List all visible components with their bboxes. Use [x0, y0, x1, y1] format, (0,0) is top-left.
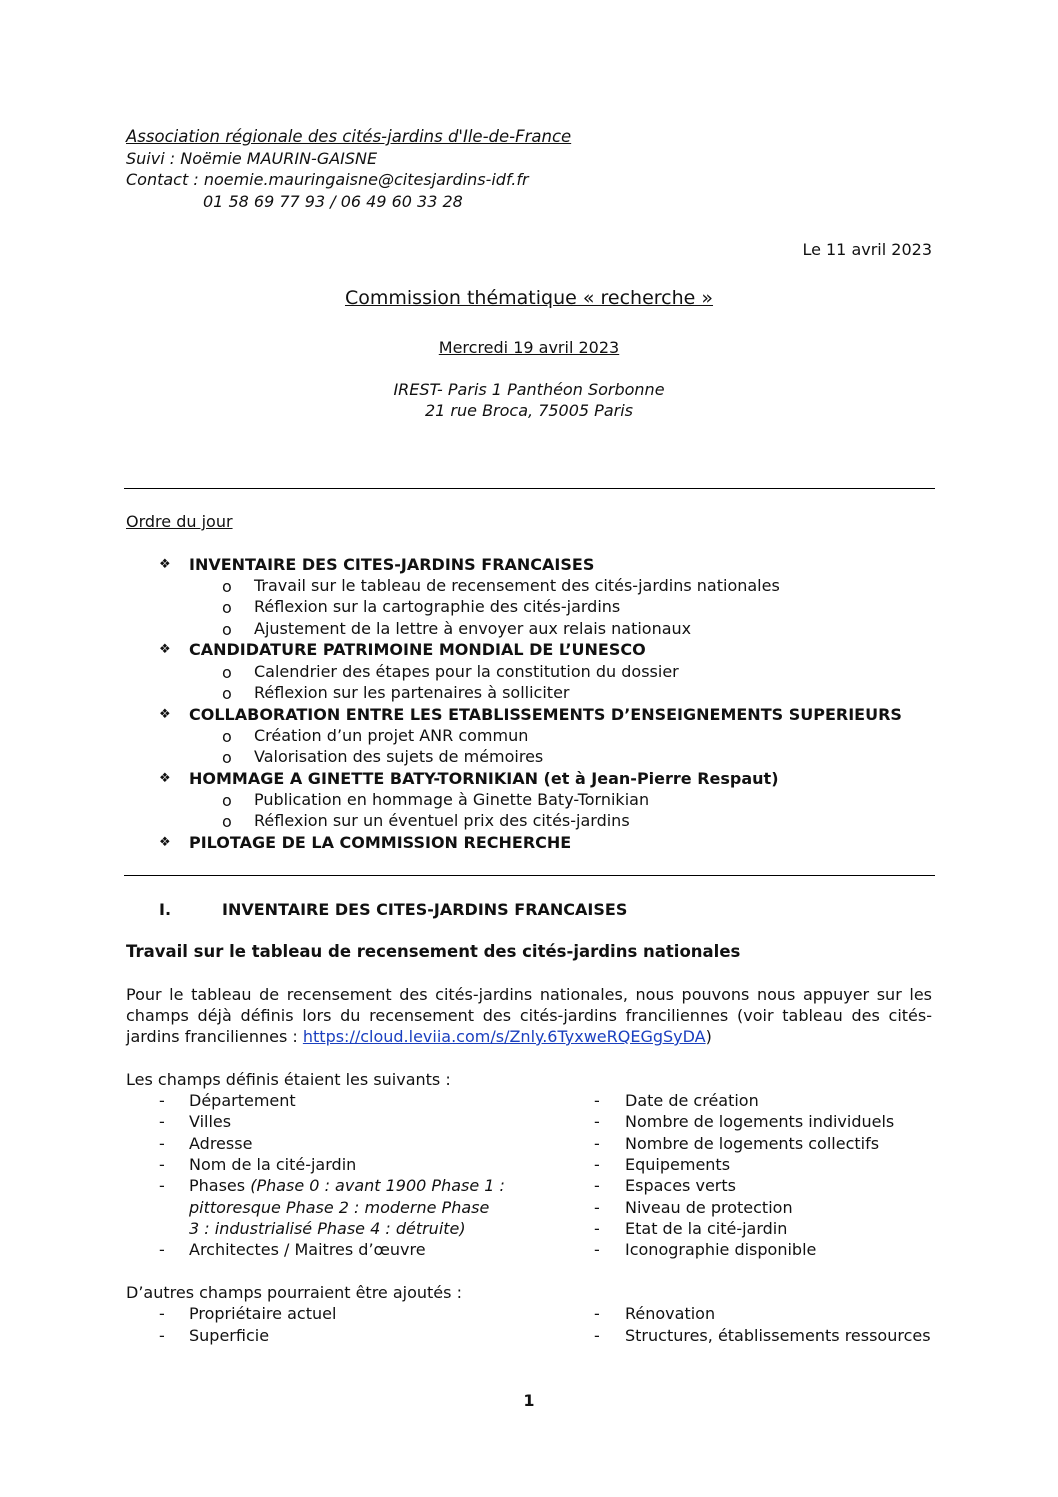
dash: - — [159, 1134, 165, 1153]
venue-line-1: IREST- Paris 1 Panthéon Sorbonne — [393, 380, 665, 399]
section-subtitle: Travail sur le tableau de recensement des cités-jardins nationales — [126, 942, 741, 961]
contact-line: Contact : noemie.mauringaisne@citesjardins-idf.fr — [126, 170, 529, 189]
agenda-bullet: ❖ — [159, 557, 171, 572]
phone-line: 01 58 69 77 93 / 06 49 60 33 28 — [203, 192, 463, 211]
sub-bullet: o — [222, 684, 232, 703]
agenda-bullet: ❖ — [159, 835, 171, 850]
dash: - — [594, 1240, 600, 1259]
sub-bullet: o — [222, 727, 232, 746]
section-paragraph — [126, 984, 932, 1047]
agenda-subitem: Ajustement de la lettre à envoyer aux relais nationaux — [254, 619, 692, 638]
dash: - — [594, 1304, 600, 1323]
agenda-item: INVENTAIRE DES CITES-JARDINS FRANCAISES — [189, 555, 595, 574]
dash: - — [594, 1091, 600, 1110]
agenda-item: HOMMAGE A GINETTE BATY-TORNIKIAN (et à Jean-Pierre Respaut) — [189, 769, 779, 788]
field-item: Architectes / Maitres d’œuvre — [189, 1240, 426, 1259]
sub-bullet: o — [222, 577, 232, 596]
field-item: Superficie — [189, 1326, 270, 1345]
fields-intro: Les champs définis étaient les suivants : — [126, 1070, 451, 1089]
divider-top — [124, 488, 935, 489]
dash: - — [594, 1134, 600, 1153]
agenda-subitem: Valorisation des sujets de mémoires — [254, 747, 544, 766]
phases-detail: (Phase 0 : avant 1900 Phase 1 : — [250, 1176, 505, 1195]
agenda-subitem: Calendrier des étapes pour la constitution du dossier — [254, 662, 679, 681]
field-item: Nombre de logements collectifs — [625, 1134, 880, 1153]
sub-bullet: o — [222, 598, 232, 617]
other-fields-intro: D’autres champs pourraient être ajoutés : — [126, 1283, 462, 1302]
agenda-subitem: Réflexion sur la cartographie des cités-jardins — [254, 597, 621, 616]
dash: - — [594, 1219, 600, 1238]
field-item-phases — [189, 1175, 505, 1196]
field-item: Nombre de logements individuels — [625, 1112, 895, 1131]
tableau-link[interactable]: https://cloud.leviia.com/s/Znly.6TyxweRQEGgSyDA — [302, 1027, 706, 1046]
agenda-bullet: ❖ — [159, 707, 171, 722]
field-item: Département — [189, 1091, 296, 1110]
dash: - — [159, 1326, 165, 1345]
agenda-subitem: Réflexion sur un éventuel prix des cités-jardins — [254, 811, 630, 830]
dash: - — [594, 1155, 600, 1174]
field-item: Niveau de protection — [625, 1198, 793, 1217]
agenda-bullet: ❖ — [159, 771, 171, 786]
agenda-subitem: Publication en hommage à Ginette Baty-Tornikian — [254, 790, 650, 809]
phases-detail-3: 3 : industrialisé Phase 4 : détruite) — [189, 1219, 466, 1238]
dash: - — [594, 1176, 600, 1195]
phases-label: Phases — [189, 1176, 246, 1195]
agenda-heading: Ordre du jour — [126, 512, 233, 531]
field-item: Adresse — [189, 1134, 253, 1153]
dash: - — [594, 1112, 600, 1131]
dash: - — [159, 1155, 165, 1174]
sub-bullet: o — [222, 812, 232, 831]
divider-bottom — [124, 875, 935, 876]
dash: - — [159, 1240, 165, 1259]
field-item: Date de création — [625, 1091, 759, 1110]
field-item: Nom de la cité-jardin — [189, 1155, 357, 1174]
field-item: Propriétaire actuel — [189, 1304, 337, 1323]
page-number: 1 — [523, 1391, 535, 1410]
field-item: Etat de la cité-jardin — [625, 1219, 788, 1238]
dash: - — [594, 1198, 600, 1217]
agenda-item: PILOTAGE DE LA COMMISSION RECHERCHE — [189, 833, 572, 852]
agenda-subitem: Création d’un projet ANR commun — [254, 726, 529, 745]
sub-bullet: o — [222, 748, 232, 767]
dash: - — [159, 1091, 165, 1110]
section-number: I. — [159, 900, 172, 919]
paragraph-end: ) — [705, 1027, 712, 1046]
document-title: Commission thématique « recherche » — [344, 287, 714, 309]
field-item: Iconographie disponible — [625, 1240, 817, 1259]
field-item: Espaces verts — [625, 1176, 736, 1195]
field-item: Structures, établissements ressources — [625, 1326, 931, 1345]
field-item: Villes — [189, 1112, 232, 1131]
paragraph-text: Pour le tableau de recensement des cités-jardins nationales, nous pouvons nous appuyer sur les champs déjà définis lors du recensement des cités-jardins franciliennes (voir tableau des cités-jardins franciliennes : — [126, 985, 932, 1046]
suivi-line: Suivi : Noëmie MAURIN-GAISNE — [126, 149, 378, 168]
phases-detail-2: pittoresque Phase 2 : moderne Phase — [189, 1198, 490, 1217]
association-name: Association régionale des cités-jardins d'Ile-de-France — [126, 127, 572, 146]
venue-line-2: 21 rue Broca, 75005 Paris — [424, 401, 633, 420]
section-title: INVENTAIRE DES CITES-JARDINS FRANCAISES — [222, 900, 628, 919]
dash: - — [159, 1112, 165, 1131]
field-item: Equipements — [625, 1155, 731, 1174]
dash: - — [594, 1326, 600, 1345]
agenda-bullet: ❖ — [159, 642, 171, 657]
field-item: Rénovation — [625, 1304, 716, 1323]
sub-bullet: o — [222, 663, 232, 682]
agenda-item: COLLABORATION ENTRE LES ETABLISSEMENTS D’ENSEIGNEMENTS SUPERIEURS — [189, 705, 902, 724]
dash: - — [159, 1176, 165, 1195]
sub-bullet: o — [222, 620, 232, 639]
meeting-date: Mercredi 19 avril 2023 — [438, 338, 620, 357]
agenda-subitem: Réflexion sur les partenaires à solliciter — [254, 683, 570, 702]
agenda-subitem: Travail sur le tableau de recensement des cités-jardins nationales — [254, 576, 780, 595]
document-date: Le 11 avril 2023 — [802, 240, 932, 259]
sub-bullet: o — [222, 791, 232, 810]
agenda-item: CANDIDATURE PATRIMOINE MONDIAL DE L’UNESCO — [189, 640, 646, 659]
dash: - — [159, 1304, 165, 1323]
